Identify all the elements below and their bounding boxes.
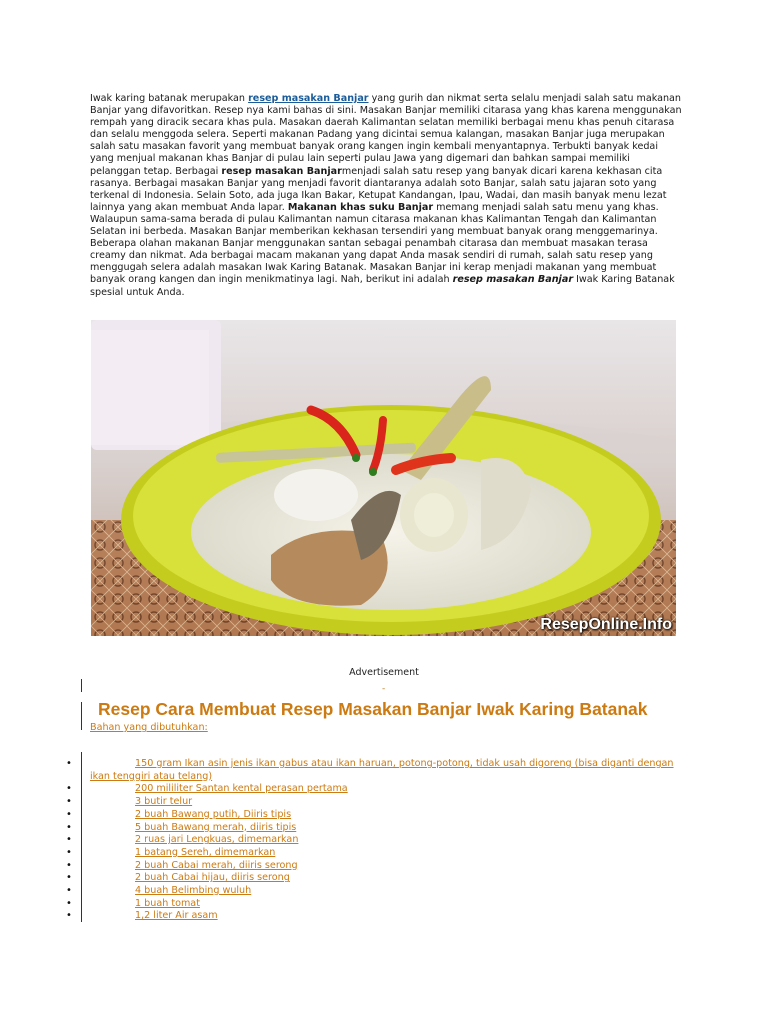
list-item[interactable]: • 1 batang Sereh, dimemarkan [66, 846, 276, 858]
list-item[interactable]: • 200 mililiter Santan kental perasan pertama [66, 783, 348, 795]
intro-text-4: memang menjadi salah satu menu yang khas. Walaupun sama-sama berada di pulau Kalimantan namun citarasa makanan khas Kalimantan Tengah dan Kalimantan Selatan ini berbeda. Masakan Banjar memberikan kekhasan tersendiri yang membuat banyak orang menggemarinya. Beberapa olahan makanan Banjar menggunakan santan sebagai penambah citarasa dan membuat masakan terasa creamy dan nikmat. Ada berbagai macam makanan yang dapat Anda masak sendiri di rumah, salah satu resep yang menggugah selera adalah masakan Iwak Karing Batanak. Masakan Banjar ini kerap menjadi makanan yang membuat banyak orang kangen dan ingin menikmatinya lagi. Nah, berikut ini adalah [90, 201, 659, 286]
ingredients-subtitle: Bahan yang dibutuhkan: [90, 722, 208, 733]
intro-text-5: Iwak Karing Batanak spesial untuk Anda. [90, 274, 675, 298]
bullet-icon: • [66, 783, 72, 795]
bullet-icon: • [66, 910, 72, 922]
bullet-icon: • [66, 808, 72, 820]
photo-watermark: ResepOnline.Info [540, 616, 672, 633]
list-item[interactable]: • 2 buah Bawang putih, Diiris tipis [66, 808, 292, 820]
bullet-icon: • [66, 872, 72, 884]
bullet-icon: • [66, 846, 72, 858]
bullet-icon: • [66, 859, 72, 871]
ingredients-list [66, 758, 690, 923]
divider-bar [81, 702, 82, 730]
list-item[interactable]: • 2 buah Cabai hijau, diiris serong [66, 872, 290, 884]
bullet-icon: • [66, 897, 72, 909]
advertisement-label: Advertisement [349, 667, 419, 678]
recipe-title: Resep Cara Membuat Resep Masakan Banjar Iwak Karing Batanak [98, 699, 648, 719]
list-item[interactable]: • 1 buah tomat [66, 897, 200, 909]
list-item[interactable]: • 150 gram Ikan asin jenis ikan gabus atau ikan haruan, potong-potong, tidak usah digoreng (bisa diganti dengan ikan tenggiri atau telang) [66, 758, 674, 782]
bold-makanan-khas: Makanan khas suku Banjar [287, 201, 434, 213]
intro-text-1: Iwak karing batanak merupakan [90, 93, 249, 104]
intro-text-2: yang gurih dan nikmat serta selalu menjadi salah satu makanan Banjar yang difavoritkan. Resep nya kami bahas di sini. Masakan Banjar memiliki citarasa yang khas karena menggunakan rempah yang diracik secara khas pula. Masakan daerah Kalimantan selatan memiliki berbagai menu khas penuh citarasa dan selalu menggoda selera. Seperti makanan Padang yang dicintai semua kalangan, masakan Banjar juga merupakan salah satu masakan favorit yang membuat banyak orang kangen ingin kembali menyantapnya. Terbukti banyak kedai yang menjual makanan khas Banjar di pulau lain seperti pulau Jawa yang digemari dan bahkan sampai memiliki pelanggan tetap. Berbagai [90, 93, 682, 177]
list-item[interactable]: • 2 buah Cabai merah, diiris serong [66, 859, 298, 871]
bold-resep-masakan-banjar-1: resep masakan Banjar [221, 165, 342, 177]
advertisement-link[interactable]: - [382, 684, 386, 694]
divider-bar [81, 752, 82, 922]
list-item[interactable]: • 2 ruas jari Lengkuas, dimemarkan [66, 834, 299, 846]
bullet-icon: • [66, 758, 72, 769]
intro-paragraph [90, 93, 682, 299]
list-item[interactable]: • 5 buah Bawang merah, diiris tipis [66, 821, 297, 833]
list-item[interactable]: • 3 butir telur [66, 796, 193, 808]
bold-resep-masakan-banjar-2: resep masakan Banjar [452, 274, 574, 286]
divider-bar [81, 679, 82, 692]
list-item[interactable]: • 1,2 liter Air asam [66, 910, 218, 922]
food-photo [91, 320, 676, 636]
link-resep-masakan-banjar[interactable]: resep masakan Banjar [248, 93, 369, 104]
bullet-icon: • [66, 796, 72, 808]
bullet-icon: • [66, 821, 72, 833]
list-item[interactable]: • 4 buah Belimbing wuluh [66, 885, 252, 897]
bullet-icon: • [66, 885, 72, 897]
bullet-icon: • [66, 834, 72, 846]
intro-text-3: menjadi salah satu resep yang banyak dicari karena kekhasan cita rasanya. Berbagai masakan Banjar yang menjadi favorit diantaranya adalah soto Banjar, salah satu jajaran soto yang terkenal di Indonesia. Selain Soto, ada juga Ikan Bakar, Ketupat Kandangan, Ipau, Wadai, dan masih banyak menu lezat lainnya yang akan membuat Anda lapar. [90, 165, 667, 213]
